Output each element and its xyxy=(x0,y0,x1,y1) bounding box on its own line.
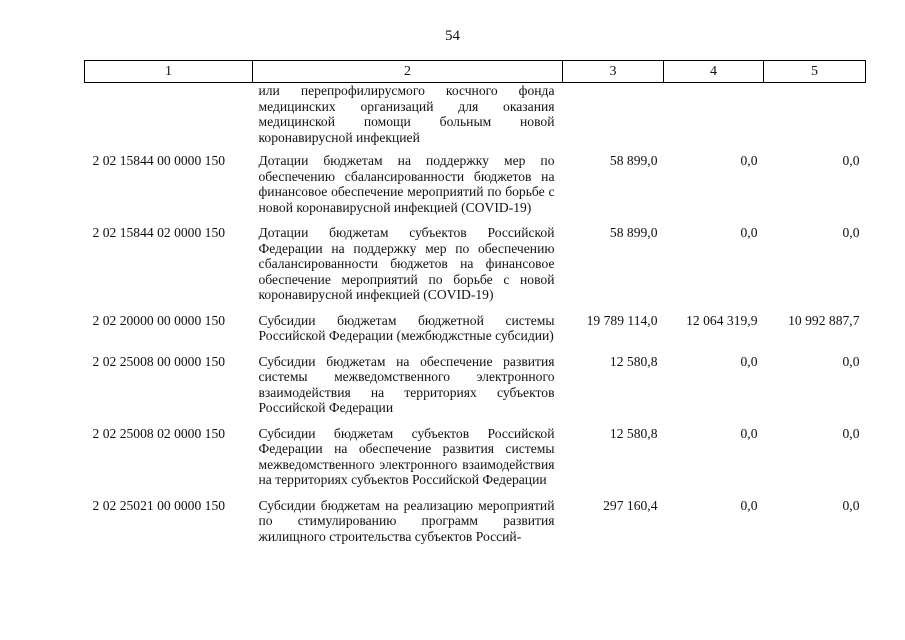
table-row xyxy=(85,349,866,421)
column-header-3: 3 xyxy=(563,61,664,83)
row-name: Субсидии бюджетам на обеспечение развития системы межведомственного электронного взаимодействия на территориях субъектов Российской Федерации xyxy=(258,353,555,415)
row-name: Дотации бюджетам на поддержку мер по обеспечению сбалансированности бюджетов на финансовое обеспечение мероприятий по борьбе с новой коронавирусной инфекцией (COVID-19) xyxy=(258,153,555,215)
row-name: Субсидии бюджетам на реализацию мероприятий по стимулированию программ развития жилищного строительства субъектов Россий- xyxy=(258,497,555,544)
row-value-col5: 10 992 887,7 xyxy=(788,312,860,328)
row-value-col3: 58 899,0 xyxy=(609,225,658,240)
row-value-col4: 0,0 xyxy=(740,153,758,168)
row-value-col5: 0,0 xyxy=(842,153,860,168)
column-header-1: 1 xyxy=(85,61,253,83)
row-value-col4: 0,0 xyxy=(740,225,758,240)
table-row xyxy=(85,421,866,493)
column-header-5: 5 xyxy=(764,61,866,83)
continuation-text: или перепрофилирусмого косчного фонда медицинских организаций для оказания медицинской помощи больным новой коронавирусной инфекцией xyxy=(258,83,555,145)
row-value-col4: 0,0 xyxy=(740,425,758,441)
row-value-col5: 0,0 xyxy=(842,353,860,369)
table-row xyxy=(85,493,866,550)
row-code: 2 02 25008 00 0000 150 xyxy=(92,353,226,369)
column-header-2: 2 xyxy=(253,61,563,83)
row-code: 2 02 15844 02 0000 150 xyxy=(92,225,226,240)
row-code: 2 02 25008 02 0000 150 xyxy=(92,425,226,441)
row-name: Дотации бюджетам субъектов Российской Федерации на поддержку мер по обеспечению сбалансированности бюджетов на финансовое обеспечение мероприятий по борьбе с новой коронавирусной инфекцией (COVID-19) xyxy=(258,225,555,302)
column-number-header-row xyxy=(85,61,866,83)
table-row xyxy=(85,220,866,308)
row-value-col4: 0,0 xyxy=(740,353,758,369)
table-row xyxy=(85,148,866,220)
row-value-col4: 0,0 xyxy=(740,497,758,513)
page-number: 54 xyxy=(445,28,460,44)
row-value-col3: 19 789 114,0 xyxy=(586,312,658,328)
table-row xyxy=(85,308,866,349)
row-value-col3: 297 160,4 xyxy=(603,497,658,513)
row-value-col3: 12 580,8 xyxy=(609,425,658,441)
row-code: 2 02 20000 00 0000 150 xyxy=(92,312,226,328)
continuation-row xyxy=(85,83,866,149)
row-value-col5: 0,0 xyxy=(842,425,860,441)
budget-revenue-table xyxy=(84,60,866,549)
row-value-col4: 12 064 319,9 xyxy=(686,312,758,328)
row-value-col5: 0,0 xyxy=(842,225,860,240)
row-value-col3: 12 580,8 xyxy=(609,353,658,369)
row-code: 2 02 15844 00 0000 150 xyxy=(92,153,226,168)
row-name: Субсидии бюджетам бюджетной системы Российской Федерации (межбюджстные субсидии) xyxy=(258,312,555,343)
row-value-col3: 58 899,0 xyxy=(609,153,658,168)
column-header-4: 4 xyxy=(664,61,764,83)
row-name: Субсидии бюджетам субъектов Российской Федерации на обеспечение развития системы межведомственного электронного взаимодействия на территориях субъектов Российской Федерации xyxy=(258,425,555,487)
row-value-col5: 0,0 xyxy=(842,497,860,513)
row-code: 2 02 25021 00 0000 150 xyxy=(92,497,226,513)
